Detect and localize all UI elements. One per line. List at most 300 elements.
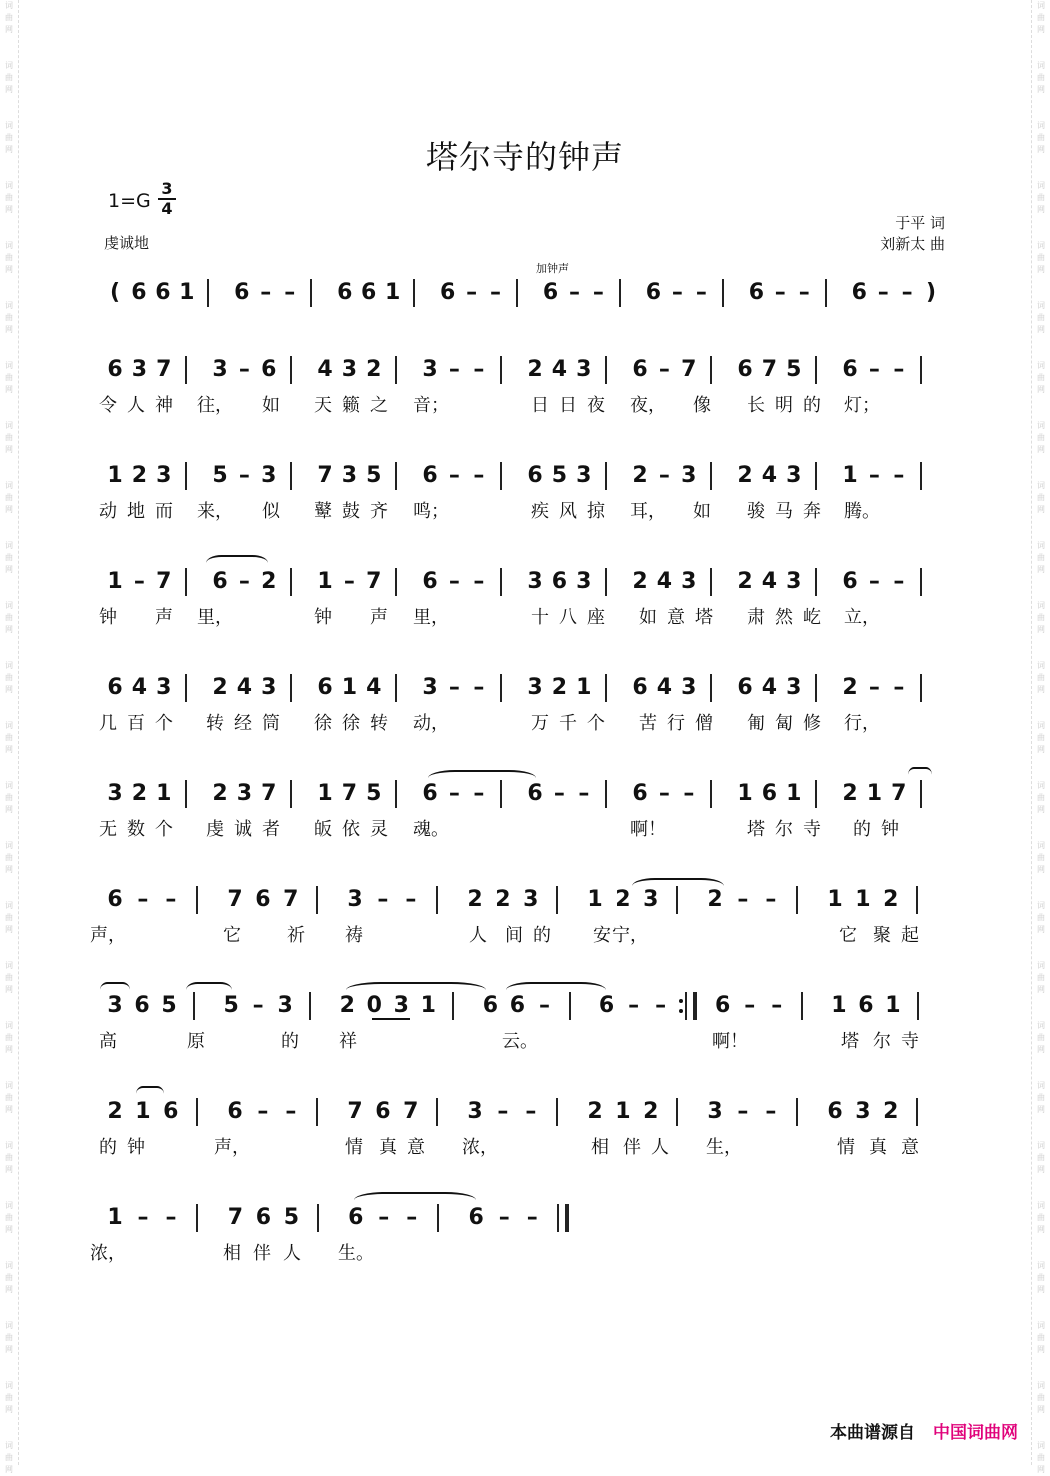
lyric-syllable: 夜 (587, 395, 605, 416)
time-signature-top: 3 (161, 179, 173, 198)
note: 1 (827, 887, 843, 912)
lyric-syllable: 屹 (803, 607, 821, 628)
note: 1 (156, 781, 172, 806)
note: – (498, 1205, 510, 1230)
note: – (473, 569, 485, 594)
note: 3 (576, 357, 592, 382)
slur (428, 770, 536, 786)
note: 1 (420, 993, 436, 1018)
barline (825, 279, 827, 307)
watermark-text: 词 曲 网 (5, 361, 13, 394)
repeat-dot (679, 999, 683, 1003)
note: – (628, 993, 640, 1018)
note: 1 (107, 1205, 123, 1230)
note: – (553, 781, 565, 806)
note: 6 (361, 280, 377, 305)
note: 2 (842, 781, 858, 806)
note: 6 (827, 1099, 843, 1124)
lyric-syllable: 风 (559, 501, 577, 522)
watermark-text: 词 曲 网 (1037, 1021, 1045, 1054)
lyric-syllable: 钟 (127, 1137, 145, 1158)
note: – (737, 887, 749, 912)
watermark-text: 词 曲 网 (1037, 361, 1045, 394)
note: 6 (527, 781, 543, 806)
barline (796, 1098, 798, 1126)
lyric-syllable: 如 (262, 395, 280, 416)
barline (920, 462, 922, 490)
note: 3 (422, 357, 438, 382)
note: 7 (366, 569, 382, 594)
note: 6 (858, 993, 874, 1018)
note: 3 (107, 993, 123, 1018)
lyric-syllable: 立， (844, 607, 880, 628)
song-title: 塔尔寺的钟声 (425, 138, 624, 176)
lyric-syllable: 十 (531, 607, 549, 628)
note: 2 (632, 569, 648, 594)
lyric-syllable: 尔 (775, 819, 793, 840)
note: 2 (632, 463, 648, 488)
note: 7 (341, 781, 358, 806)
lyric-syllable: 骏 (747, 501, 765, 522)
note: – (868, 569, 880, 594)
note: 2 (131, 463, 148, 488)
note: 6 (107, 675, 123, 700)
lyric-syllable: 日 (531, 395, 549, 416)
note: 3 (786, 463, 802, 488)
watermark-text: 词 曲 网 (5, 1261, 13, 1294)
note: – (285, 1099, 297, 1124)
barline (801, 992, 803, 1020)
note: 4 (656, 675, 673, 700)
watermark-text: 词 曲 网 (5, 1381, 13, 1414)
barline (196, 1098, 198, 1126)
note: – (774, 280, 786, 305)
note: 3 (643, 887, 659, 912)
lyric-syllable: 八 (559, 607, 577, 628)
note: 2 (707, 887, 723, 912)
lyric-syllable: 的 (281, 1031, 299, 1052)
watermark-text: 词 曲 网 (1037, 541, 1045, 574)
note: 6 (348, 1205, 364, 1230)
lyric-syllable: 伴 (253, 1243, 271, 1264)
barline (290, 356, 292, 384)
note: 4 (236, 675, 253, 700)
note: 7 (761, 357, 778, 382)
note: 1 (341, 675, 358, 700)
watermark-text: 词 曲 网 (5, 781, 13, 814)
lyric-syllable: 动 (99, 501, 117, 522)
lyric-syllable: 依 (342, 819, 360, 840)
lyric-syllable: 寺 (901, 1031, 919, 1052)
note: 5 (283, 1205, 300, 1230)
note: 3 (212, 357, 228, 382)
note: 3 (681, 569, 697, 594)
note: 3 (786, 569, 802, 594)
note: – (165, 887, 177, 912)
watermark-text: 词 曲 网 (1037, 961, 1045, 994)
barline (605, 462, 607, 490)
lyric-syllable: 鼓 (342, 501, 360, 522)
key-signature: 1=G (108, 190, 151, 212)
lyric-syllable: 浓， (90, 1243, 126, 1264)
note: 2 (212, 675, 228, 700)
note: 6 (842, 357, 858, 382)
lyric-syllable: 尔 (873, 1031, 891, 1052)
time-signature (158, 180, 176, 218)
lyric-syllable: 行 (667, 713, 685, 734)
note: – (284, 280, 296, 305)
note: 2 (615, 887, 631, 912)
lyric-syllable: 然 (775, 607, 793, 628)
lyric-syllable: 来， (197, 501, 233, 522)
watermark-text: 词 曲 网 (1037, 421, 1045, 454)
barline (395, 568, 397, 596)
note: 3 (393, 993, 409, 1018)
watermark-text: 词 曲 网 (5, 1441, 13, 1474)
watermark-text: 词 曲 网 (1037, 1, 1045, 34)
barline (436, 1098, 438, 1126)
lyric-syllable: 塔 (841, 1031, 859, 1052)
note: 6 (255, 1205, 272, 1230)
note: 5 (366, 463, 382, 488)
note: 4 (761, 675, 778, 700)
note: 2 (467, 887, 483, 912)
lyric-syllable: 起 (901, 925, 919, 946)
note: 6 (645, 280, 662, 305)
watermark-text: 词 曲 网 (1037, 481, 1045, 514)
slur (506, 982, 606, 998)
barline (309, 992, 311, 1020)
note: 1 (842, 463, 858, 488)
note: 6 (131, 280, 147, 305)
slur (136, 1086, 164, 1102)
barline (196, 1204, 198, 1232)
note: 0 (366, 993, 382, 1018)
barline (815, 780, 817, 808)
lyric-syllable: 腾。 (844, 501, 880, 522)
rhythm-underline (372, 1018, 410, 1020)
barline (920, 568, 922, 596)
note: 6 (761, 781, 778, 806)
barline (710, 462, 712, 490)
note: 6 (261, 357, 277, 382)
barline (920, 780, 922, 808)
lyric-syllable: 它 (839, 925, 857, 946)
lyric-syllable: 真 (379, 1137, 397, 1158)
barline (710, 780, 712, 808)
note: 3 (467, 1099, 483, 1124)
barline (395, 462, 397, 490)
lyric-syllable: 马 (775, 501, 793, 522)
lyric-syllable: 徐 (342, 713, 360, 734)
lyric-syllable: 生。 (338, 1243, 374, 1264)
note: 1 (317, 569, 333, 594)
slur (908, 767, 932, 783)
note: 3 (107, 781, 123, 806)
note: 7 (891, 781, 907, 806)
watermark-text: 词 曲 网 (5, 721, 13, 754)
lyric-syllable: 耳， (630, 501, 666, 522)
barline (556, 886, 558, 914)
watermark-text: 词 曲 网 (5, 1021, 13, 1054)
barline (710, 568, 712, 596)
watermark-text: 词 曲 网 (1037, 181, 1045, 214)
barline (815, 568, 817, 596)
lyric-syllable: 声， (90, 925, 126, 946)
note: 3 (576, 569, 592, 594)
lyric-syllable: 祷 (345, 925, 363, 946)
note: 3 (131, 357, 148, 382)
note: 1 (576, 675, 592, 700)
barline (185, 674, 187, 702)
barline (676, 1098, 678, 1126)
barline (917, 992, 919, 1020)
note: – (133, 569, 145, 594)
note: – (538, 993, 550, 1018)
lyric-syllable: 祈 (287, 925, 305, 946)
watermark-text: 词 曲 网 (5, 1081, 13, 1114)
note: – (448, 781, 460, 806)
note: 6 (422, 463, 438, 488)
note: 6 (107, 887, 123, 912)
barline (500, 674, 502, 702)
lyric-syllable: 聚 (873, 925, 891, 946)
note: 5 (161, 993, 177, 1018)
lyric-syllable: 像 (693, 395, 711, 416)
note: 2 (883, 1099, 899, 1124)
footer-source: 本曲谱源自 (830, 1423, 915, 1443)
note: 7 (227, 887, 243, 912)
watermark-text: 词 曲 网 (1037, 121, 1045, 154)
lyric-syllable: 神 (155, 395, 173, 416)
note: 1 (786, 781, 802, 806)
watermark-text: 词 曲 网 (1037, 1081, 1045, 1114)
watermark-text: 词 曲 网 (1037, 301, 1045, 334)
note: 5 (223, 993, 239, 1018)
note: – (137, 1205, 149, 1230)
slur (354, 1192, 476, 1208)
watermark-text: 词 曲 网 (1037, 781, 1045, 814)
note: 1 (317, 781, 333, 806)
note: – (490, 280, 501, 305)
note: 3 (156, 463, 172, 488)
note: 3 (236, 781, 253, 806)
lyric-syllable: 而 (155, 501, 173, 522)
lyric-syllable: 修 (803, 713, 821, 734)
note: 2 (643, 1099, 659, 1124)
lyric-syllable: 真 (869, 1137, 887, 1158)
note: 4 (551, 357, 568, 382)
note: ( (109, 280, 121, 305)
note: – (868, 463, 880, 488)
note: 6 (422, 781, 438, 806)
note: 7 (156, 357, 172, 382)
barline (815, 356, 817, 384)
lyric-syllable: 如 (693, 501, 711, 522)
lyric-syllable: 往， (197, 395, 233, 416)
watermark-text: 词 曲 网 (1037, 841, 1045, 874)
barline (316, 1098, 318, 1126)
note: ) (926, 280, 937, 305)
lyric-syllable: 钟 (881, 819, 899, 840)
watermark-text: 词 曲 网 (5, 1141, 13, 1174)
lyric-syllable: 徐 (314, 713, 332, 734)
time-signature-bottom: 4 (161, 199, 173, 218)
barline (916, 1098, 918, 1126)
repeat-dot (679, 1009, 683, 1013)
lyric-syllable: 意 (667, 607, 685, 628)
note: – (238, 463, 250, 488)
note: 7 (261, 781, 277, 806)
barline (500, 568, 502, 596)
note: 3 (261, 675, 277, 700)
note: 3 (156, 675, 172, 700)
note: 3 (523, 887, 539, 912)
watermark-text: 词 曲 网 (5, 1, 13, 34)
note: – (257, 1099, 269, 1124)
footer-site-link[interactable]: 中国词曲网 (933, 1423, 1018, 1443)
note: – (658, 781, 670, 806)
note: 6 (737, 357, 753, 382)
watermark-text: 词 曲 网 (1037, 601, 1045, 634)
lyric-syllable: 啊！ (712, 1031, 748, 1052)
barline (317, 1204, 319, 1232)
watermark-text: 词 曲 网 (5, 121, 13, 154)
watermark-text: 词 曲 网 (5, 301, 13, 334)
watermark-text: 词 曲 网 (5, 421, 13, 454)
barline (500, 356, 502, 384)
note: 6 (234, 280, 250, 305)
note: – (448, 675, 460, 700)
note: – (406, 1205, 418, 1230)
left-margin-strip (0, 0, 19, 1474)
watermark-text: 词 曲 网 (1037, 1441, 1045, 1474)
note: 6 (551, 569, 568, 594)
barline (710, 356, 712, 384)
note: 1 (855, 887, 871, 912)
note: – (737, 1099, 749, 1124)
note: 2 (737, 463, 753, 488)
lyric-syllable: 齐 (370, 501, 388, 522)
note: – (592, 280, 604, 305)
slur (186, 982, 232, 998)
note: 7 (403, 1099, 419, 1124)
note: – (771, 993, 783, 1018)
lyric-syllable: 天 (314, 395, 332, 416)
note: 5 (366, 781, 382, 806)
barline (605, 780, 607, 808)
watermark-text: 词 曲 网 (5, 901, 13, 934)
note: 6 (748, 280, 765, 305)
lyric-syllable: 个 (155, 713, 173, 734)
lyric-syllable: 间 (505, 925, 523, 946)
lyric-syllable: 魂。 (413, 819, 449, 840)
lyric-syllable: 皈 (314, 819, 332, 840)
lyric-syllable: 音； (413, 395, 449, 416)
note: – (744, 993, 756, 1018)
lyric-syllable: 灯； (844, 395, 880, 416)
note: 1 (737, 781, 753, 806)
lyric-syllable: 匐 (775, 713, 793, 734)
note: – (798, 280, 810, 305)
barline (722, 279, 724, 307)
note: 3 (855, 1099, 871, 1124)
lyric-syllable: 地 (127, 501, 145, 522)
lyric-syllable: 高 (99, 1031, 117, 1052)
lyric-syllable: 籁 (342, 395, 360, 416)
barline (290, 780, 292, 808)
lyric-syllable: 意 (407, 1137, 425, 1158)
lyric-syllable: 声 (370, 607, 388, 628)
lyric-syllable: 匍 (747, 713, 765, 734)
lyric-syllable: 里， (197, 607, 233, 628)
note: 6 (509, 993, 526, 1018)
note: 6 (527, 463, 543, 488)
barline (500, 462, 502, 490)
lyric-syllable: 转 (370, 713, 388, 734)
note: – (568, 280, 580, 305)
lyric-syllable: 者 (262, 819, 280, 840)
lyric-syllable: 人 (651, 1137, 669, 1158)
note: – (448, 569, 460, 594)
note: 1 (615, 1099, 631, 1124)
note: 3 (527, 675, 543, 700)
note: – (497, 1099, 509, 1124)
watermark-text: 词 曲 网 (5, 1201, 13, 1234)
note: 6 (632, 357, 648, 382)
slur (346, 982, 486, 998)
note: 7 (681, 357, 697, 382)
final-barline (685, 992, 697, 1020)
watermark-text: 词 曲 网 (5, 601, 13, 634)
lyric-syllable: 奔 (803, 501, 821, 522)
lyric-syllable: 日 (559, 395, 577, 416)
note: 2 (107, 1099, 123, 1124)
note: – (448, 357, 460, 382)
lyric-syllable: 宁， (612, 925, 648, 946)
lyric-syllable: 苦 (639, 713, 657, 734)
note: 6 (155, 280, 171, 305)
lyric-syllable: 人 (283, 1243, 301, 1264)
lyric-syllable: 的 (803, 395, 821, 416)
lyric-syllable: 的 (853, 819, 871, 840)
barline (395, 356, 397, 384)
watermark-text: 词 曲 网 (5, 841, 13, 874)
note: 6 (598, 993, 615, 1018)
watermark-text: 词 曲 网 (1037, 901, 1045, 934)
note: – (405, 887, 417, 912)
note: 6 (482, 993, 499, 1018)
note: 5 (786, 357, 802, 382)
note: 6 (134, 993, 150, 1018)
note: 6 (842, 569, 858, 594)
lyric-syllable: 人 (469, 925, 487, 946)
watermark-text: 词 曲 网 (5, 61, 13, 94)
note: 1 (135, 1099, 151, 1124)
note: – (260, 280, 272, 305)
barline (605, 356, 607, 384)
lyric-syllable: 转 (206, 713, 224, 734)
note: 3 (576, 463, 592, 488)
barline (185, 780, 187, 808)
lyric-syllable: 原 (187, 1031, 205, 1052)
lyric-syllable: 云。 (502, 1031, 538, 1052)
note: 2 (883, 887, 899, 912)
note: 6 (255, 887, 271, 912)
note: 6 (337, 280, 353, 305)
lyric-syllable: 情 (345, 1137, 363, 1158)
note: 6 (542, 280, 559, 305)
